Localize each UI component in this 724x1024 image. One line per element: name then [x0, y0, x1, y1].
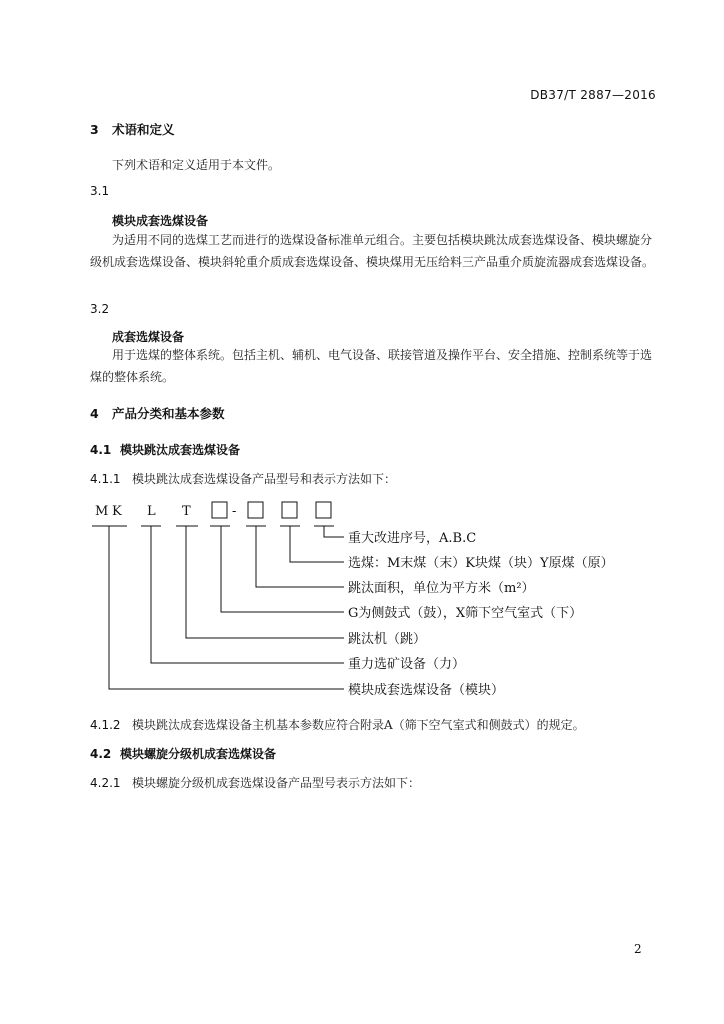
subsection-4-1-number: 4.1: [90, 443, 112, 457]
code-box-revision: [316, 502, 331, 518]
term-3-2-number: 3.2: [90, 302, 110, 316]
label-gravity-equipment: 重力选矿设备（力）: [348, 657, 466, 672]
clause-4-1-1-number: 4.1.1: [90, 472, 121, 486]
label-jig-area: 跳汰面积，单位为平方米（m²）: [348, 581, 535, 596]
code-letter-t: T: [182, 504, 191, 519]
clause-4-2-1: [90, 774, 420, 791]
section-3-number: 3: [90, 122, 99, 137]
clause-4-1-2: [90, 716, 585, 733]
term-3-1-number: 3.1: [90, 184, 110, 198]
subsection-4-2-number: 4.2: [90, 747, 112, 761]
code-letter-l: L: [147, 504, 156, 519]
label-modular-set: 模块成套选煤设备（模块）: [348, 683, 505, 698]
label-coal-type: 选煤：M末煤（末）K块煤（块）Y原煤（原）: [348, 556, 614, 571]
section-3-title: 术语和定义: [112, 122, 175, 137]
section-4-number: 4: [90, 406, 99, 421]
code-box-type: [212, 502, 227, 518]
document-code: DB37/T 2887—2016: [530, 88, 656, 102]
label-revision: 重大改进序号，A.B.C: [348, 531, 477, 546]
code-dash: -: [232, 504, 237, 519]
section-3-intro: 下列术语和定义适用于本文件。: [112, 158, 281, 172]
page-number: 2: [634, 942, 642, 956]
clause-4-2-1-text: 模块螺旋分级机成套选煤设备产品型号表示方法如下：: [132, 776, 421, 790]
term-3-2-name: 成套选煤设备: [112, 330, 185, 344]
code-box-coal: [282, 502, 297, 518]
code-letter-m: M: [95, 504, 109, 519]
clause-4-1-1-text: 模块跳汰成套选煤设备产品型号和表示方法如下：: [132, 472, 397, 486]
clause-4-1-2-text: 模块跳汰成套选煤设备主机基本参数应符合附录A（筛下空气室式和侧鼓式）的规定。: [132, 718, 585, 732]
term-3-2-definition: 用于选煤的整体系统。包括主机、辅机、电气设备、联接管道及操作平台、安全措施、控制系统等于选煤的整体系统。: [90, 348, 653, 384]
label-jig-type: G为侧鼓式（鼓），X筛下空气室式（下）: [348, 606, 583, 621]
subsection-4-1-title: 模块跳汰成套选煤设备: [120, 443, 241, 457]
code-box-area: [248, 502, 263, 518]
section-4-title: 产品分类和基本参数: [112, 406, 225, 421]
clause-4-2-1-number: 4.2.1: [90, 776, 121, 790]
term-3-1-definition: 为适用不同的选煤工艺而进行的选煤设备标准单元组合。主要包括模块跳汰成套选煤设备、模块螺旋分级机成套选煤设备、模块斜轮重介质成套选煤设备、模块煤用无压给料三产品重介质旋流器成套选煤设备。: [90, 233, 655, 269]
subsection-4-2-title: 模块螺旋分级机成套选煤设备: [120, 747, 277, 761]
label-jig-machine: 跳汰机（跳）: [348, 632, 427, 647]
code-letter-k: K: [112, 504, 122, 519]
term-3-1-name: 模块成套选煤设备: [112, 214, 209, 228]
clause-4-1-2-number: 4.1.2: [90, 718, 121, 732]
subsection-4-2-heading: [90, 745, 276, 762]
